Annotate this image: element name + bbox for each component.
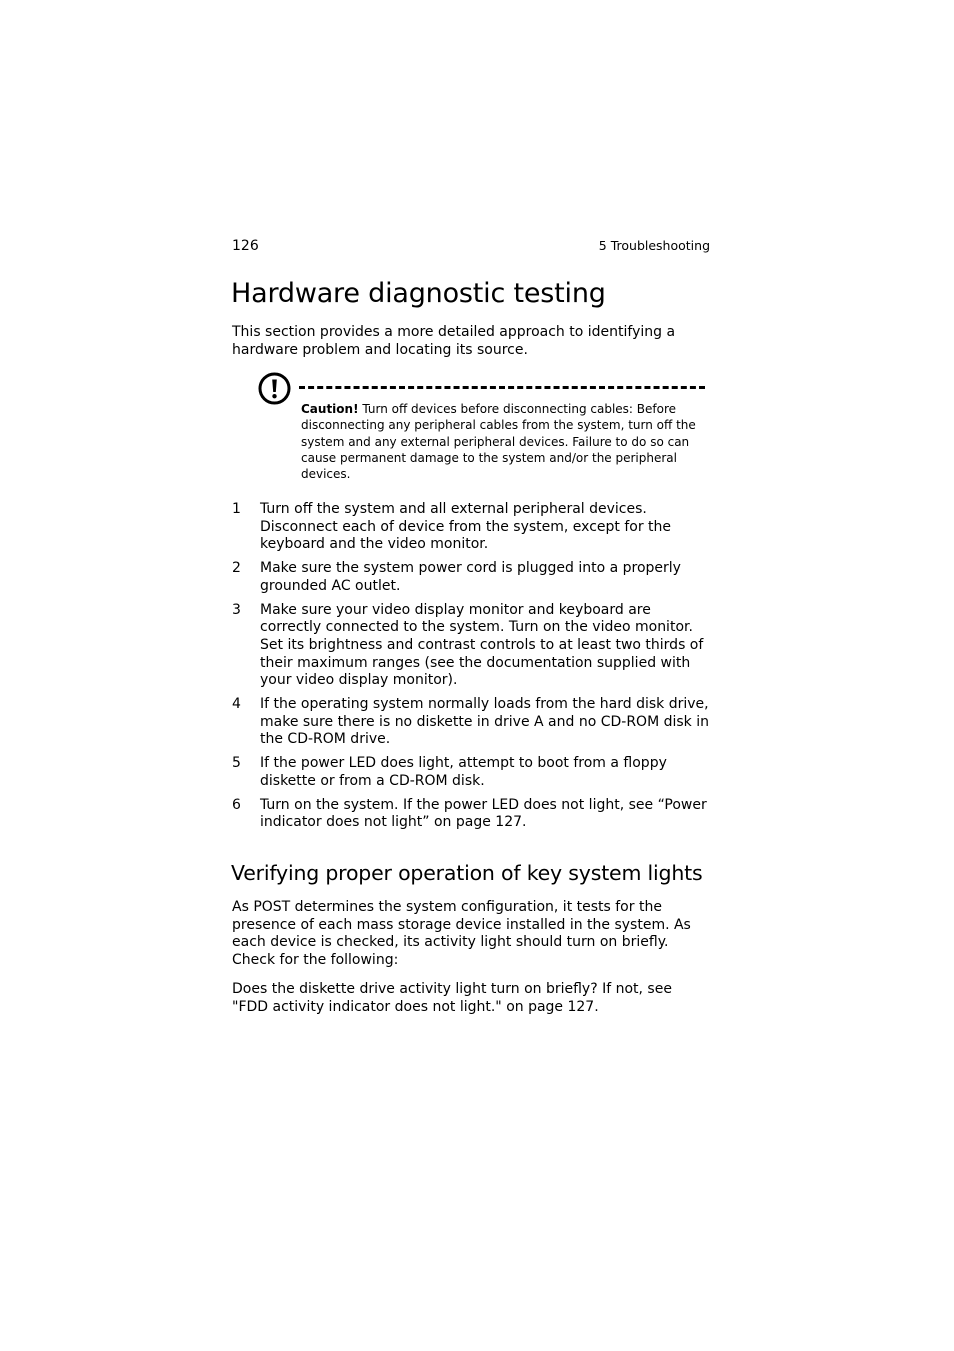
section-heading: Verifying proper operation of key system lights	[231, 861, 703, 885]
step-text: If the power LED does light, attempt to boot from a floppy diskette or from a CD-ROM disk.	[260, 755, 667, 789]
page-number: 126	[232, 238, 259, 254]
step-text: Turn on the system. If the power LED does not light, see “Power indicator does not light” on page 127.	[260, 796, 707, 831]
step-number: 2	[232, 560, 241, 577]
step-text: Make sure your video display monitor and keyboard are correctly connected to the system. Turn on the video monitor. Set its brightness and contrast controls to at least two thirds of their maximum ranges (see the documentation supplied with your video display monitor).	[260, 601, 704, 689]
page-header	[232, 237, 710, 257]
list-item	[232, 602, 710, 690]
list-item	[232, 797, 710, 832]
step-text: If the operating system normally loads from the hard disk drive, make sure there is no diskette in drive A and no CD-ROM disk in the CD-ROM drive.	[260, 696, 709, 748]
caution-divider	[299, 386, 705, 389]
list-item	[232, 560, 710, 595]
step-number: 1	[232, 501, 241, 517]
step-number: 5	[232, 755, 241, 772]
troubleshooting-steps	[232, 501, 710, 838]
list-item	[232, 501, 710, 554]
step-number: 6	[232, 796, 241, 813]
caution-label: Caution!	[301, 402, 359, 416]
list-item	[232, 755, 710, 790]
list-item	[232, 696, 710, 749]
exclamation-circle-icon	[258, 372, 291, 405]
page-title: Hardware diagnostic testing	[231, 278, 606, 309]
diskette-paragraph: Does the diskette drive activity light turn on briefly? If not, see "FDD activity indicator does not light." on page 127.	[232, 981, 672, 1015]
intro-paragraph: This section provides a more detailed approach to identifying a hardware problem and locating its source.	[232, 324, 676, 358]
step-number: 3	[232, 601, 241, 618]
step-number: 4	[232, 696, 241, 713]
caution-body: Turn off devices before disconnecting cables: Before disconnecting any peripheral cables from the system, turn off the system and any external peripheral devices. Failure to do so can cause permanent damage to the system and/or the peripheral devices.	[301, 402, 696, 482]
post-paragraph: As POST determines the system configuration, it tests for the presence of each mass storage device installed in the system. As each device is checked, its activity light should turn on briefly. Check for the following:	[232, 899, 691, 968]
chapter-label: 5 Troubleshooting	[598, 238, 710, 253]
step-text: Make sure the system power cord is plugged into a properly grounded AC outlet.	[260, 560, 681, 594]
step-text: Turn off the system and all external peripheral devices. Disconnect each of device from the system, except for the keyboard and the video monitor.	[260, 501, 672, 553]
caution-note	[301, 401, 701, 482]
